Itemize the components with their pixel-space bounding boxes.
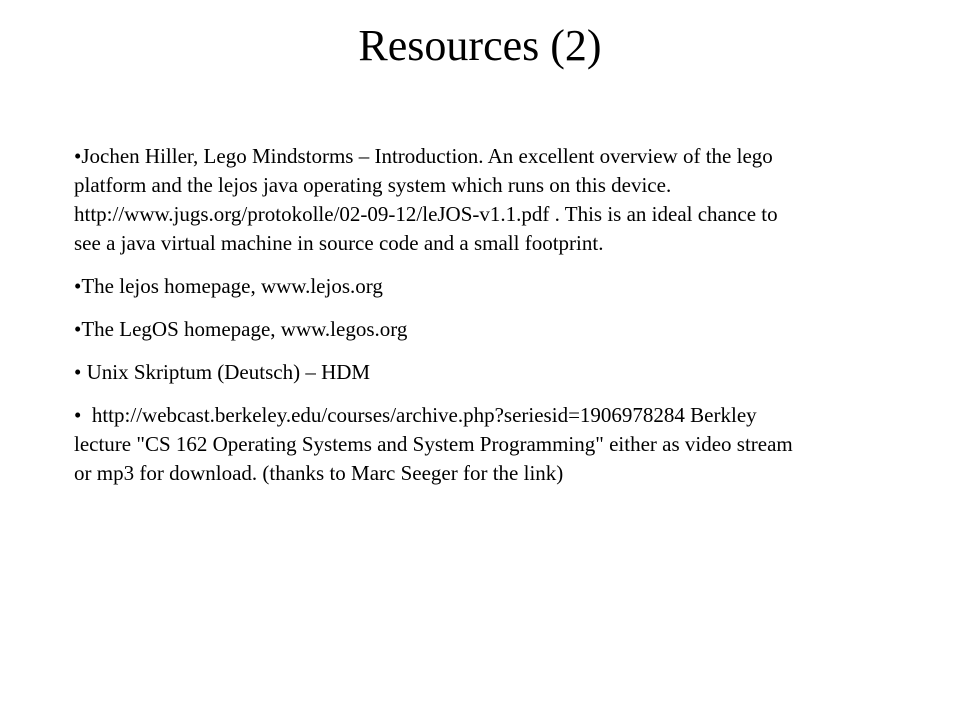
bullet-item-jochen-hiller: [74, 142, 804, 258]
bullet-text: • Unix Skriptum (Deutsch) – HDM: [74, 360, 371, 384]
bullet-text: •The LegOS homepage, www.legos.org: [74, 317, 408, 341]
bullet-text: • http://webcast.berkeley.edu/courses/archive.php?seriesid=1906978284 Berkley lecture "CS 162 Operating Systems and System Programming" either as video stream or mp3 for download. (thanks to Marc Seeger for the link): [74, 403, 799, 485]
slide-title: Resources (2): [358, 21, 602, 70]
bullet-list: [74, 142, 804, 502]
bullet-text: •The lejos homepage, www.lejos.org: [74, 274, 383, 298]
bullet-item-unix-skriptum: [74, 358, 804, 387]
bullet-item-legos-homepage: [74, 315, 804, 344]
bullet-item-lejos-homepage: [74, 272, 804, 301]
bullet-text: •Jochen Hiller, Lego Mindstorms – Introduction. An excellent overview of the lego platform and the lejos java operating system which runs on this device. http://www.jugs.org/protokolle/02-09-12/leJOS-v1.1.pdf . This is an ideal chance to see a java virtual machine in source code and a small footprint.: [74, 144, 783, 255]
bullet-item-berkeley-webcast: [74, 401, 804, 488]
